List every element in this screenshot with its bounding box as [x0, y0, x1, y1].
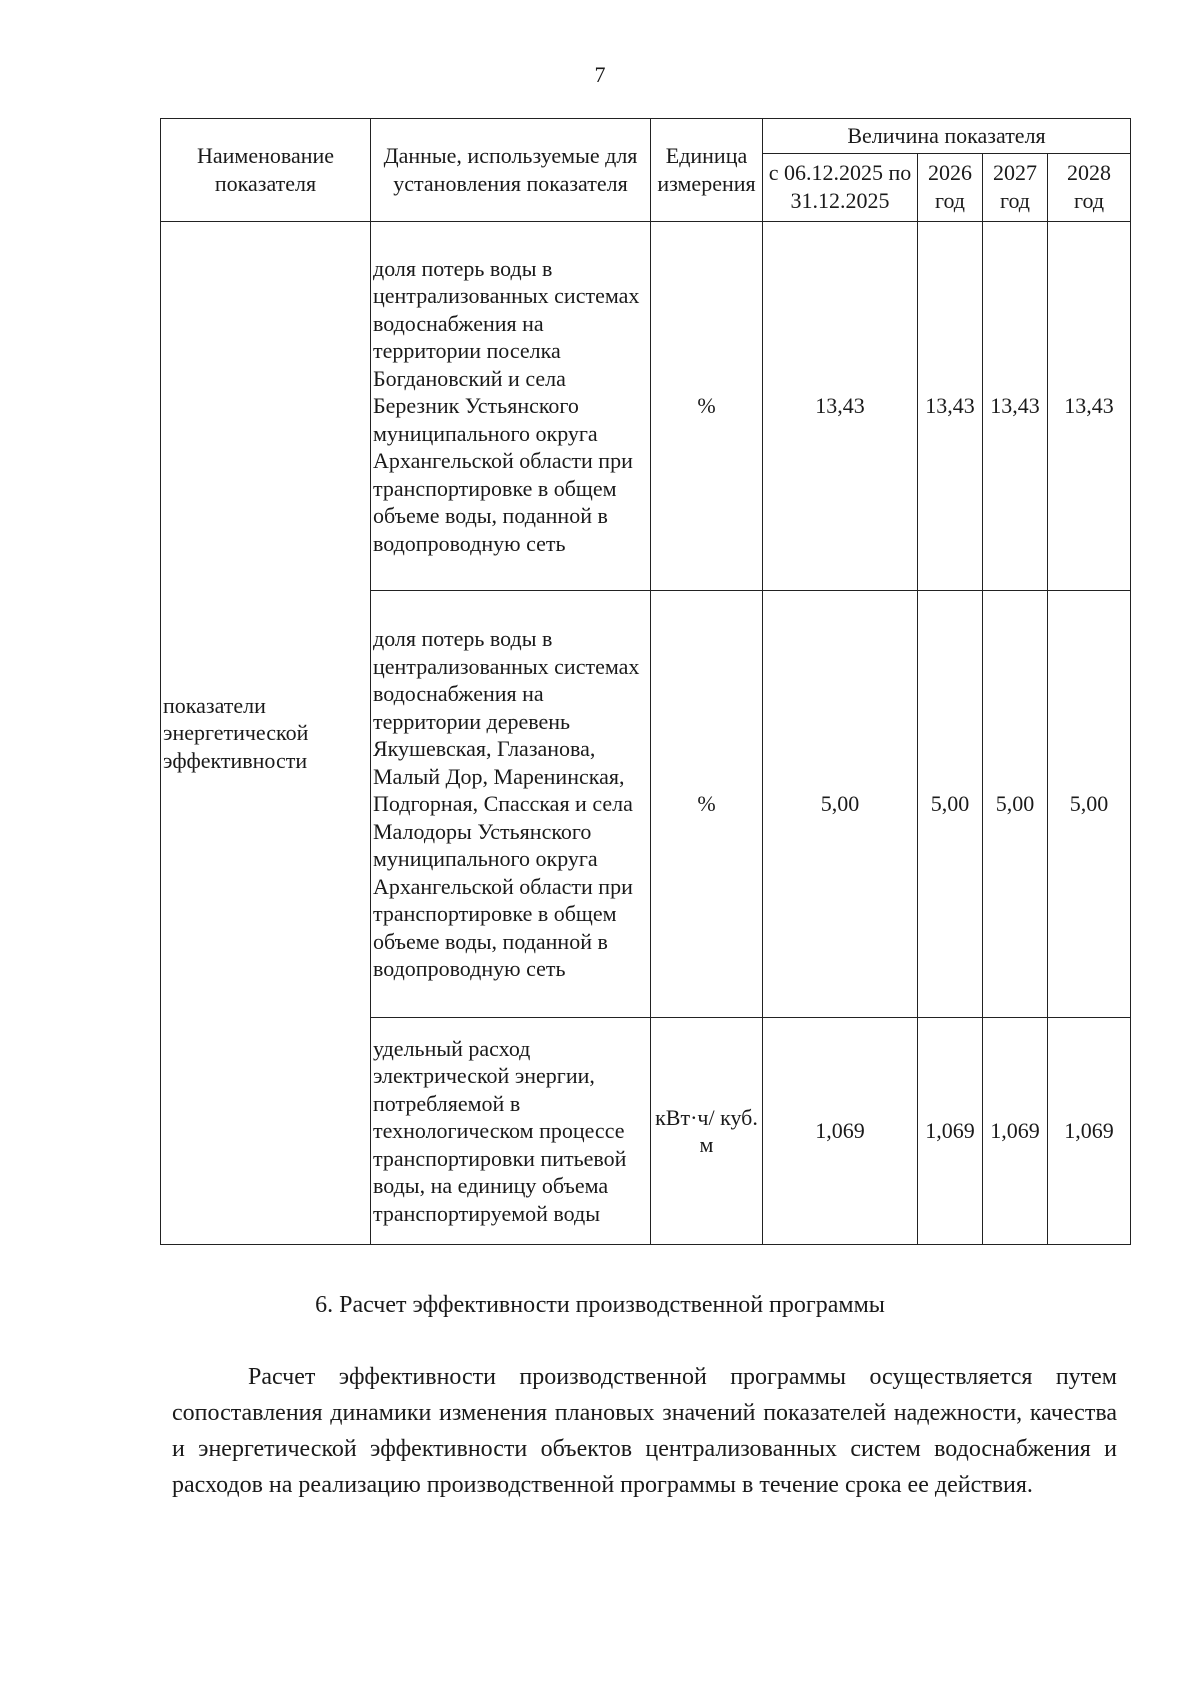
row-value: 1,069: [918, 1018, 983, 1245]
row-value: 5,00: [763, 591, 918, 1018]
header-data: Данные, используемые для установления показателя: [371, 119, 651, 222]
row-description: доля потерь воды в централизованных системах водоснабжения на территории деревень Якушевская, Глазанова, Малый Дор, Маренинская, Подгорная, Спасская и села Малодоры Устьянского муниципального округа Архангельской области при транспортировке в общем объеме воды, поданной в водопроводную сеть: [371, 591, 651, 1018]
indicators-table: [160, 118, 1131, 1245]
row-value: 5,00: [983, 591, 1048, 1018]
row-value: 5,00: [1048, 591, 1131, 1018]
header-unit: Единица измерения: [651, 119, 763, 222]
row-unit: %: [651, 222, 763, 591]
header-period: 2027 год: [983, 153, 1048, 221]
row-value: 1,069: [763, 1018, 918, 1245]
row-value: 13,43: [918, 222, 983, 591]
row-value: 5,00: [918, 591, 983, 1018]
row-description: доля потерь воды в централизованных системах водоснабжения на территории поселка Богдановский и села Березник Устьянского муниципального округа Архангельской области при транспортировке в общем объеме воды, поданной в водопроводную сеть: [371, 222, 651, 591]
header-period: с 06.12.2025 по 31.12.2025: [763, 153, 918, 221]
row-description: удельный расход электрической энергии, потребляемой в технологическом процессе транспортировки питьевой воды, на единицу объема транспортируемой воды: [371, 1018, 651, 1245]
group-name: показатели энергетической эффективности: [161, 222, 371, 1245]
section-heading: 6. Расчет эффективности производственной программы: [315, 1292, 885, 1318]
header-period: 2026 год: [918, 153, 983, 221]
table-row: [161, 222, 1131, 591]
header-name: Наименование показателя: [161, 119, 371, 222]
page-number: 7: [594, 62, 606, 87]
row-value: 13,43: [983, 222, 1048, 591]
row-value: 1,069: [983, 1018, 1048, 1245]
row-unit: %: [651, 591, 763, 1018]
row-unit: кВт·ч/ куб. м: [651, 1018, 763, 1245]
row-value: 1,069: [1048, 1018, 1131, 1245]
section-paragraph: Расчет эффективности производственной программы осуществляется путем сопоставления динамики изменения плановых значений показателей надежности, качества и энергетической эффективности объектов централизованных систем водоснабжения и расходов на реализацию производственной программы в течение срока ее действия.: [172, 1364, 1117, 1498]
header-row-top: [161, 119, 1131, 154]
row-value: 13,43: [1048, 222, 1131, 591]
row-value: 13,43: [763, 222, 918, 591]
header-value: Величина показателя: [763, 119, 1131, 154]
header-period: 2028 год: [1048, 153, 1131, 221]
